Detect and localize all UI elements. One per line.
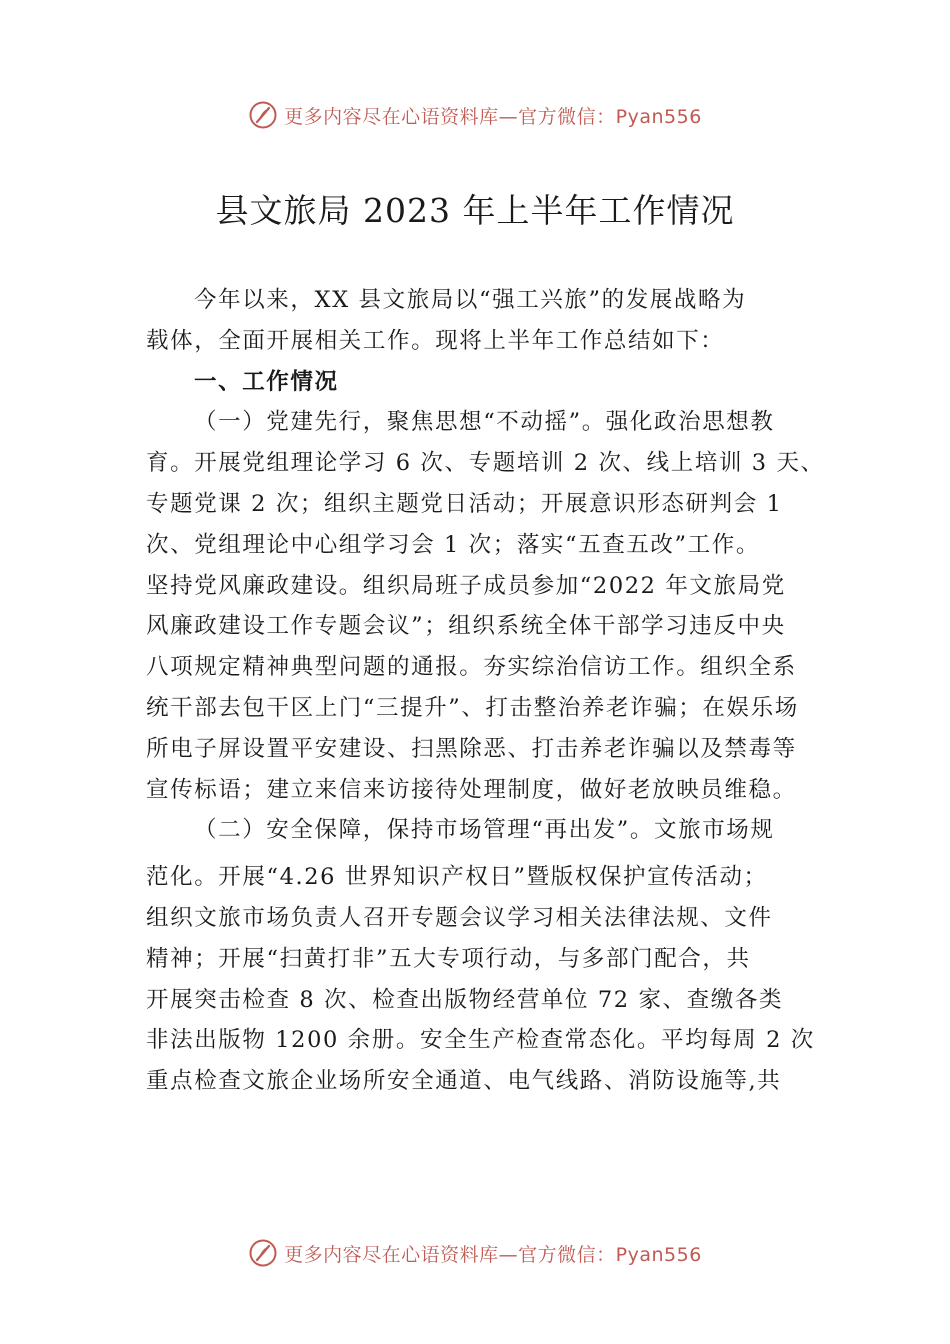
quill-logo-icon	[248, 1238, 278, 1268]
paragraph-line: 宣传标语；建立来信来访接待处理制度，做好老放映员维稳。	[146, 776, 797, 803]
document-body	[146, 280, 825, 1102]
paragraph-line: 统干部去包干区上门“三提升”、打击整治养老诈骗；在娱乐场	[146, 694, 799, 721]
quill-logo-icon	[248, 100, 278, 130]
paragraph-line: 非法出版物 1200 余册。安全生产检查常态化。平均每周 2 次	[146, 1027, 815, 1054]
paragraph-line: （二）安全保障，保持市场管理“再出发”。文旅市场规	[194, 817, 775, 844]
watermark-footer	[0, 1233, 950, 1273]
paragraph-line: 今年以来，XX 县文旅局以“强工兴旅”的发展战略为	[194, 287, 747, 313]
paragraph-line: 育。开展党组理论学习 6 次、专题培训 2 次、线上培训 3 天、	[146, 450, 825, 477]
paragraph-line: 开展突击检查 8 次、检查出版物经营单位 72 家、查缴各类	[146, 986, 784, 1013]
paragraph-line: 专题党课 2 次；组织主题党日活动；开展意识形态研判会 1	[146, 490, 783, 517]
paragraph-line: （一）党建先行，聚焦思想“不动摇”。强化政治思想教	[194, 409, 775, 436]
watermark-header	[0, 95, 950, 135]
paragraph-line: 次、党组理论中心组学习会 1 次；落实“五查五改”工作。	[146, 531, 760, 558]
document-title: 县文旅局 2023 年上半年工作情况	[215, 191, 735, 230]
paragraph-line: 坚持党风廉政建设。组织局班子成员参加“2022 年文旅局党	[146, 572, 786, 599]
watermark-text: 更多内容尽在心语资料库—官方微信：Pyan556	[284, 1243, 702, 1266]
paragraph-line: 组织文旅市场负责人召开专题会议学习相关法律法规、文件	[146, 904, 773, 931]
paragraph-line: 精神；开展“扫黄打非”五大专项行动，与多部门配合，共	[146, 945, 751, 972]
paragraph-line: 所电子屏设置平安建设、扫黑除恶、打击养老诈骗以及禁毒等	[146, 735, 797, 762]
section-heading: 一、工作情况	[194, 368, 339, 395]
paragraph-line: 风廉政建设工作专题会议”；组织系统全体干部学习违反中央	[146, 613, 786, 640]
paragraph-line: 八项规定精神典型问题的通报。夯实综治信访工作。组织全系	[146, 654, 797, 681]
paragraph-line: 载体，全面开展相关工作。现将上半年工作总结如下：	[146, 327, 725, 354]
paragraph-line: 重点检查文旅企业场所安全通道、电气线路、消防设施等,共	[146, 1068, 782, 1095]
watermark-text: 更多内容尽在心语资料库—官方微信：Pyan556	[284, 105, 702, 128]
paragraph-line: 范化。开展“4.26 世界知识产权日”暨版权保护宣传活动；	[146, 864, 768, 891]
